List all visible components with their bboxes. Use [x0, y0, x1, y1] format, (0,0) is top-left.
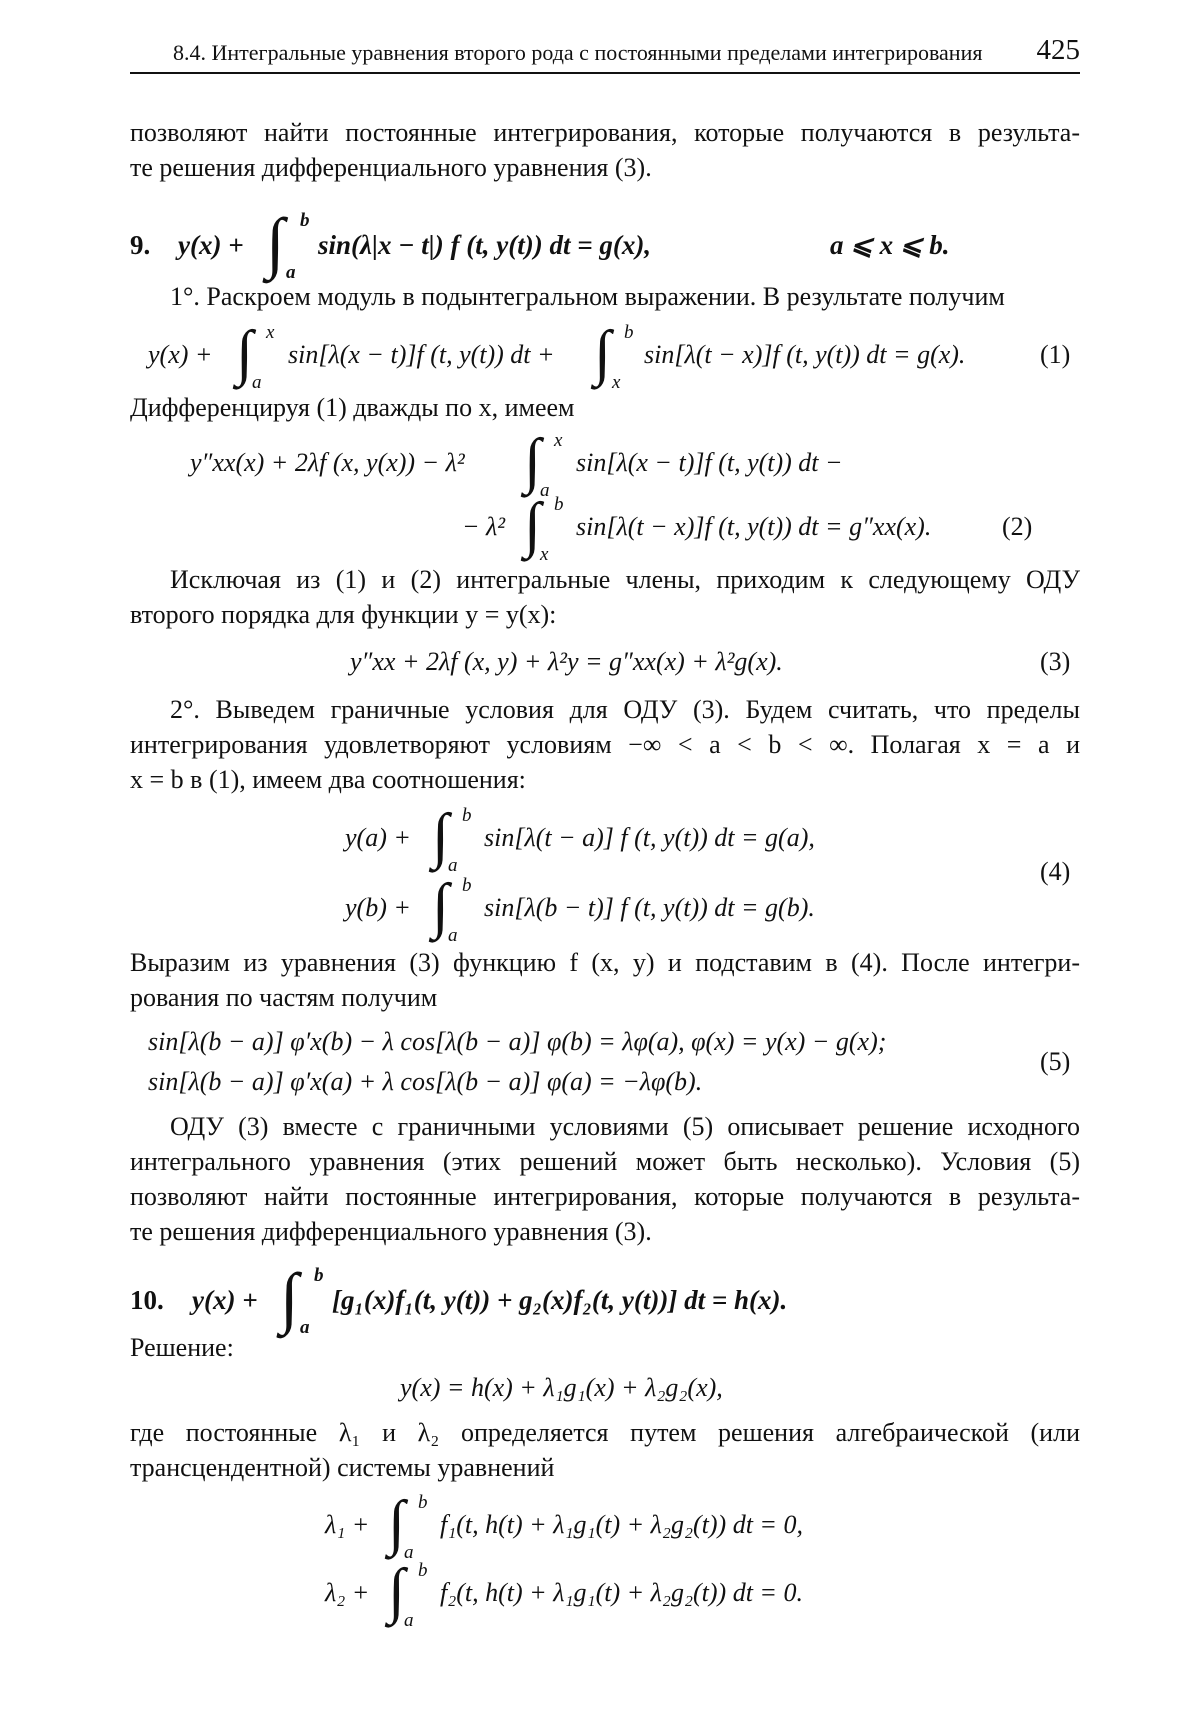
sys1-lim-upper: b [418, 1492, 428, 1514]
item9-eq-range: a ⩽ x ⩽ b. [830, 230, 950, 261]
eq4b-lim-upper: b [462, 875, 472, 897]
eq1-number: (1) [1040, 340, 1070, 370]
eq4a-right: sin[λ(t − a)] f (t, y(t)) dt = g(a), [484, 823, 815, 853]
eq3-number: (3) [1040, 647, 1070, 677]
item9-p4-line1: Выразим из уравнения (3) функцию f (x, y) и подставим в (4). После интегри- [130, 948, 1080, 978]
eq1-lim1-upper: x [266, 322, 274, 344]
eq4b-integral: ∫ [432, 875, 449, 937]
sys2-lim-lower: a [404, 1610, 414, 1632]
item9-p3-line1: 2°. Выведем граничные условия для ОДУ (3). Будем считать, что пределы [170, 695, 1080, 725]
eq5b: sin[λ(b − a)] φ′x(a) + λ cos[λ(b − a)] φ(a) = −λφ(b). [148, 1067, 702, 1097]
intro-line-2: те решения дифференциального уравнения (3). [130, 153, 652, 183]
eq3: y″xx + 2λf (x, y) + λ²y = g″xx(x) + λ²g(x). [350, 647, 783, 677]
running-header [130, 32, 1080, 74]
page-number: 425 [1037, 34, 1081, 67]
item9-eq-body: sin(λ|x − t|) f (t, y(t)) dt = g(x), [318, 230, 651, 261]
item9-lim-upper: b [300, 210, 310, 232]
item10-number: 10. [130, 1285, 164, 1316]
item9-p5-line1: ОДУ (3) вместе с граничными условиями (5) описывает решение исходного [170, 1112, 1080, 1142]
item10-p1-line2: трансцендентной) системы уравнений [130, 1453, 554, 1483]
item9-p1-line1: 1°. Раскроем модуль в подынтегральном выражении. В результате получим [170, 282, 1005, 312]
eq2b-integral: ∫ [524, 494, 541, 556]
header-title: 8.4. Интегральные уравнения второго рода с постоянными пределами интегрирования [173, 40, 982, 66]
eq2a-right: sin[λ(x − t)]f (t, y(t)) dt − [576, 448, 843, 478]
item9-p3-line2: интегрирования удовлетворяют условиям −∞ < a < b < ∞. Полагая x = a и [130, 730, 1080, 760]
eq1-left: y(x) + [148, 340, 212, 370]
eq4b-left: y(b) + [345, 893, 411, 923]
eq4b-lim-lower: a [448, 925, 458, 947]
item9-p3-line3: x = b в (1), имеем два соотношения: [130, 765, 526, 795]
eq2b-left: − λ² [462, 512, 505, 542]
diff-line: Дифференцируя (1) дважды по x, имеем [130, 393, 574, 423]
eq1-lim2-upper: b [624, 322, 634, 344]
item9-number: 9. [130, 230, 150, 261]
item10-integral-sign: ∫ [280, 1263, 299, 1331]
sys1-integral: ∫ [388, 1492, 405, 1554]
eq2a-lim-lower: a [540, 480, 550, 502]
sys1-right: f₁(t, h(t) + λ₁g₁(t) + λ₂g₂(t)) dt = 0, [440, 1510, 803, 1540]
item9-p5-line2: интегрального уравнения (этих решений может быть несколько). Условия (5) [130, 1147, 1080, 1177]
eq2-number: (2) [1002, 512, 1032, 542]
item9-p2-line1: Исключая из (1) и (2) интегральные члены, приходим к следующему ОДУ [170, 565, 1080, 595]
eq2a-lim-upper: x [554, 430, 562, 452]
item9-p4-line2: рования по частям получим [130, 983, 437, 1013]
eq4b-right: sin[λ(b − t)] f (t, y(t)) dt = g(b). [484, 893, 815, 923]
sys2-integral: ∫ [388, 1560, 405, 1622]
eq1-integral-1: ∫ [236, 322, 253, 384]
eq4-number: (4) [1040, 857, 1070, 887]
item10-eq-body: [g₁(x)f₁(t, y(t)) + g₂(x)f₂(t, y(t))] dt = h(x). [332, 1285, 787, 1316]
eq5a: sin[λ(b − a)] φ′x(b) − λ cos[λ(b − a)] φ(b) = λφ(a), φ(x) = y(x) − g(x); [148, 1027, 886, 1057]
eq1-lim1-lower: a [252, 372, 262, 394]
eq4a-lim-lower: a [448, 855, 458, 877]
item9-p5-line3: позволяют найти постоянные интегрирования, которые получаются в результа- [130, 1182, 1080, 1212]
item10-p1-line1: где постоянные λ₁ и λ₂ определяется путем решения алгебраической (или [130, 1418, 1080, 1448]
sys2-right: f₂(t, h(t) + λ₁g₁(t) + λ₂g₂(t)) dt = 0. [440, 1578, 803, 1608]
item10-eq-left: y(x) + [192, 1285, 258, 1316]
intro-line-1: позволяют найти постоянные интегрирования, которые получаются в результа- [130, 118, 1080, 148]
eq4a-lim-upper: b [462, 805, 472, 827]
sys2-lim-upper: b [418, 1560, 428, 1582]
eq1-integral-2: ∫ [594, 322, 611, 384]
eq5-number: (5) [1040, 1047, 1070, 1077]
eq2b-right: sin[λ(t − x)]f (t, y(t)) dt = g″xx(x). [576, 512, 931, 542]
eq2a-integral: ∫ [524, 430, 541, 492]
eq1-right: sin[λ(t − x)]f (t, y(t)) dt = g(x). [644, 340, 965, 370]
sys2-left: λ₂ + [325, 1578, 369, 1608]
eq1-mid: sin[λ(x − t)]f (t, y(t)) dt + [288, 340, 555, 370]
eq2b-lim-upper: b [554, 494, 564, 516]
item10-solution-eq: y(x) = h(x) + λ₁g₁(x) + λ₂g₂(x), [400, 1373, 723, 1403]
item9-p2-line2: второго порядка для функции y = y(x): [130, 600, 556, 630]
item9-p5-line4: те решения дифференциального уравнения (3). [130, 1217, 652, 1247]
item9-integral-sign: ∫ [266, 208, 285, 276]
eq4a-left: y(a) + [345, 823, 411, 853]
eq4a-integral: ∫ [432, 805, 449, 867]
sys1-lim-lower: a [404, 1542, 414, 1564]
item10-lim-lower: a [300, 1317, 310, 1339]
sys1-left: λ₁ + [325, 1510, 369, 1540]
item10-lim-upper: b [314, 1265, 324, 1287]
eq1-lim2-lower: x [612, 372, 620, 394]
item10-solution-label: Решение: [130, 1333, 234, 1363]
eq2a-left: y″xx(x) + 2λf (x, y(x)) − λ² [190, 448, 465, 478]
eq2b-lim-lower: x [540, 544, 548, 566]
item9-eq-left: y(x) + [178, 230, 244, 261]
item9-lim-lower: a [286, 262, 296, 284]
